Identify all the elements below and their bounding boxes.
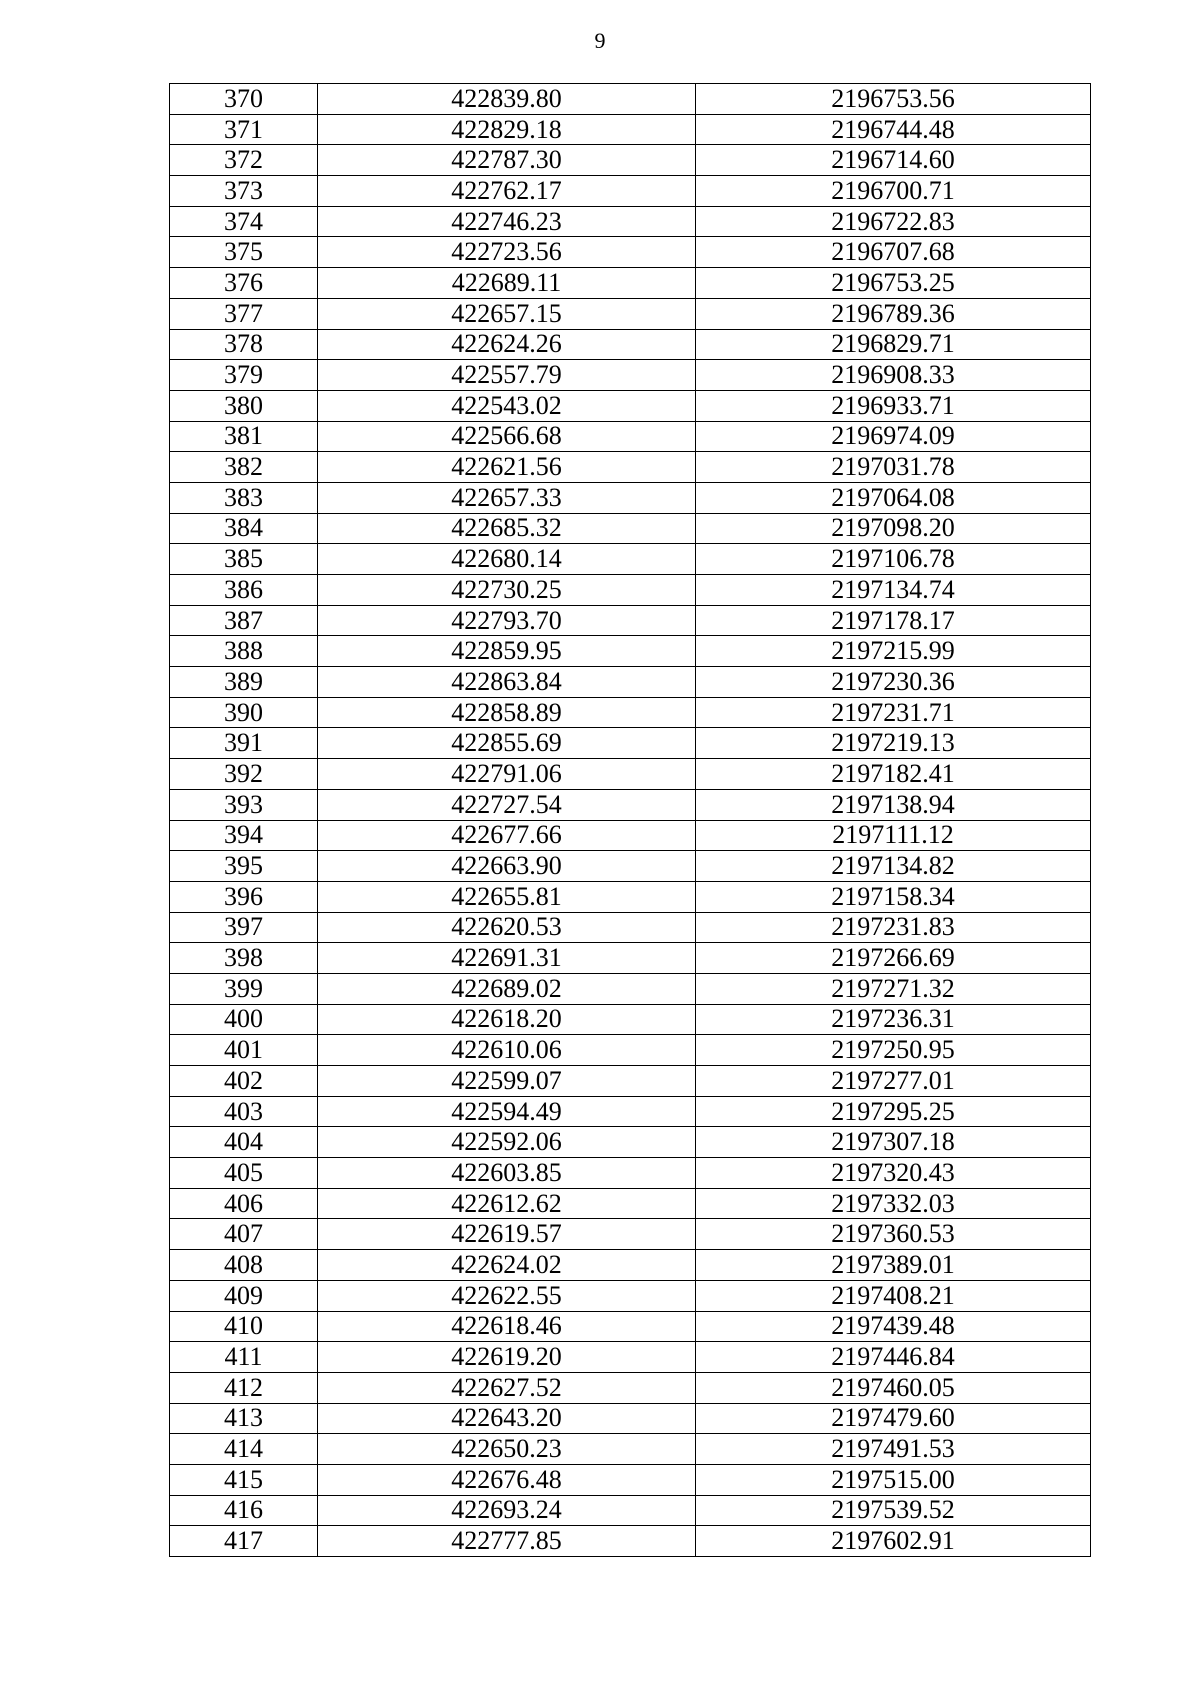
point-number-cell: 401 <box>170 1035 318 1066</box>
point-number-cell: 390 <box>170 697 318 728</box>
x-coordinate-cell: 422863.84 <box>318 667 696 698</box>
point-number-cell: 380 <box>170 390 318 421</box>
point-number-cell: 414 <box>170 1434 318 1465</box>
table-row <box>170 1526 1091 1557</box>
table-row <box>170 1004 1091 1035</box>
table-row <box>170 912 1091 943</box>
x-coordinate-cell: 422685.32 <box>318 513 696 544</box>
point-number-cell: 373 <box>170 176 318 207</box>
table-row <box>170 667 1091 698</box>
x-coordinate-cell: 422619.20 <box>318 1342 696 1373</box>
y-coordinate-cell: 2197138.94 <box>696 789 1091 820</box>
y-coordinate-cell: 2196753.25 <box>696 268 1091 299</box>
x-coordinate-cell: 422730.25 <box>318 575 696 606</box>
table-row <box>170 1219 1091 1250</box>
y-coordinate-cell: 2197231.83 <box>696 912 1091 943</box>
x-coordinate-cell: 422746.23 <box>318 206 696 237</box>
y-coordinate-cell: 2197307.18 <box>696 1127 1091 1158</box>
table-row <box>170 84 1091 115</box>
x-coordinate-cell: 422676.48 <box>318 1464 696 1495</box>
y-coordinate-cell: 2197271.32 <box>696 973 1091 1004</box>
y-coordinate-cell: 2197215.99 <box>696 636 1091 667</box>
y-coordinate-cell: 2197231.71 <box>696 697 1091 728</box>
point-number-cell: 398 <box>170 943 318 974</box>
point-number-cell: 415 <box>170 1464 318 1495</box>
y-coordinate-cell: 2196707.68 <box>696 237 1091 268</box>
y-coordinate-cell: 2197236.31 <box>696 1004 1091 1035</box>
y-coordinate-cell: 2197446.84 <box>696 1342 1091 1373</box>
table-row <box>170 145 1091 176</box>
table-row <box>170 513 1091 544</box>
x-coordinate-cell: 422680.14 <box>318 544 696 575</box>
y-coordinate-cell: 2196974.09 <box>696 421 1091 452</box>
x-coordinate-cell: 422566.68 <box>318 421 696 452</box>
x-coordinate-cell: 422620.53 <box>318 912 696 943</box>
page-number: 9 <box>594 28 606 53</box>
y-coordinate-cell: 2196700.71 <box>696 176 1091 207</box>
y-coordinate-cell: 2197515.00 <box>696 1464 1091 1495</box>
x-coordinate-cell: 422557.79 <box>318 360 696 391</box>
table-row <box>170 1158 1091 1189</box>
y-coordinate-cell: 2197539.52 <box>696 1495 1091 1526</box>
y-coordinate-cell: 2197295.25 <box>696 1096 1091 1127</box>
table-row <box>170 1495 1091 1526</box>
x-coordinate-cell: 422592.06 <box>318 1127 696 1158</box>
table-row <box>170 789 1091 820</box>
point-number-cell: 381 <box>170 421 318 452</box>
point-number-cell: 370 <box>170 84 318 115</box>
table-row <box>170 759 1091 790</box>
point-number-cell: 374 <box>170 206 318 237</box>
y-coordinate-cell: 2197106.78 <box>696 544 1091 575</box>
y-coordinate-cell: 2197602.91 <box>696 1526 1091 1557</box>
point-number-cell: 410 <box>170 1311 318 1342</box>
point-number-cell: 376 <box>170 268 318 299</box>
y-coordinate-cell: 2196714.60 <box>696 145 1091 176</box>
table-row <box>170 881 1091 912</box>
point-number-cell: 409 <box>170 1280 318 1311</box>
point-number-cell: 412 <box>170 1372 318 1403</box>
point-number-cell: 407 <box>170 1219 318 1250</box>
point-number-cell: 413 <box>170 1403 318 1434</box>
table-row <box>170 728 1091 759</box>
point-number-cell: 411 <box>170 1342 318 1373</box>
table-row <box>170 1096 1091 1127</box>
x-coordinate-cell: 422543.02 <box>318 390 696 421</box>
table-row <box>170 1250 1091 1281</box>
y-coordinate-cell: 2196829.71 <box>696 329 1091 360</box>
y-coordinate-cell: 2197064.08 <box>696 482 1091 513</box>
y-coordinate-cell: 2197277.01 <box>696 1066 1091 1097</box>
table-row <box>170 1342 1091 1373</box>
table-row <box>170 851 1091 882</box>
x-coordinate-cell: 422657.15 <box>318 298 696 329</box>
y-coordinate-cell: 2197219.13 <box>696 728 1091 759</box>
table-row <box>170 206 1091 237</box>
table-row <box>170 421 1091 452</box>
table-row <box>170 1403 1091 1434</box>
table-row <box>170 1372 1091 1403</box>
y-coordinate-cell: 2196722.83 <box>696 206 1091 237</box>
point-number-cell: 400 <box>170 1004 318 1035</box>
table-row <box>170 544 1091 575</box>
y-coordinate-cell: 2197134.74 <box>696 575 1091 606</box>
point-number-cell: 397 <box>170 912 318 943</box>
x-coordinate-cell: 422643.20 <box>318 1403 696 1434</box>
y-coordinate-cell: 2197332.03 <box>696 1188 1091 1219</box>
y-coordinate-cell: 2197031.78 <box>696 452 1091 483</box>
x-coordinate-cell: 422599.07 <box>318 1066 696 1097</box>
y-coordinate-cell: 2197360.53 <box>696 1219 1091 1250</box>
x-coordinate-cell: 422663.90 <box>318 851 696 882</box>
table-row <box>170 1434 1091 1465</box>
point-number-cell: 377 <box>170 298 318 329</box>
x-coordinate-cell: 422693.24 <box>318 1495 696 1526</box>
x-coordinate-cell: 422622.55 <box>318 1280 696 1311</box>
table-row <box>170 1311 1091 1342</box>
x-coordinate-cell: 422650.23 <box>318 1434 696 1465</box>
coordinates-table <box>169 83 1091 1557</box>
x-coordinate-cell: 422791.06 <box>318 759 696 790</box>
table-row <box>170 605 1091 636</box>
table-row <box>170 237 1091 268</box>
table-row <box>170 1127 1091 1158</box>
table-row <box>170 636 1091 667</box>
y-coordinate-cell: 2197158.34 <box>696 881 1091 912</box>
table-row <box>170 329 1091 360</box>
point-number-cell: 378 <box>170 329 318 360</box>
point-number-cell: 389 <box>170 667 318 698</box>
y-coordinate-cell: 2197389.01 <box>696 1250 1091 1281</box>
point-number-cell: 395 <box>170 851 318 882</box>
y-coordinate-cell: 2197182.41 <box>696 759 1091 790</box>
y-coordinate-cell: 2196933.71 <box>696 390 1091 421</box>
point-number-cell: 416 <box>170 1495 318 1526</box>
point-number-cell: 382 <box>170 452 318 483</box>
point-number-cell: 379 <box>170 360 318 391</box>
y-coordinate-cell: 2197479.60 <box>696 1403 1091 1434</box>
y-coordinate-cell: 2197098.20 <box>696 513 1091 544</box>
table-row <box>170 973 1091 1004</box>
point-number-cell: 375 <box>170 237 318 268</box>
x-coordinate-cell: 422859.95 <box>318 636 696 667</box>
point-number-cell: 396 <box>170 881 318 912</box>
point-number-cell: 372 <box>170 145 318 176</box>
point-number-cell: 408 <box>170 1250 318 1281</box>
point-number-cell: 402 <box>170 1066 318 1097</box>
x-coordinate-cell: 422657.33 <box>318 482 696 513</box>
table-row <box>170 697 1091 728</box>
x-coordinate-cell: 422787.30 <box>318 145 696 176</box>
table-row <box>170 943 1091 974</box>
y-coordinate-cell: 2197178.17 <box>696 605 1091 636</box>
point-number-cell: 384 <box>170 513 318 544</box>
table-row <box>170 268 1091 299</box>
x-coordinate-cell: 422618.20 <box>318 1004 696 1035</box>
point-number-cell: 383 <box>170 482 318 513</box>
table-row <box>170 114 1091 145</box>
table-row <box>170 1280 1091 1311</box>
y-coordinate-cell: 2197460.05 <box>696 1372 1091 1403</box>
point-number-cell: 392 <box>170 759 318 790</box>
x-coordinate-cell: 422603.85 <box>318 1158 696 1189</box>
y-coordinate-cell: 2197320.43 <box>696 1158 1091 1189</box>
x-coordinate-cell: 422612.62 <box>318 1188 696 1219</box>
y-coordinate-cell: 2196753.56 <box>696 84 1091 115</box>
x-coordinate-cell: 422619.57 <box>318 1219 696 1250</box>
table-row <box>170 482 1091 513</box>
y-coordinate-cell: 2196789.36 <box>696 298 1091 329</box>
point-number-cell: 404 <box>170 1127 318 1158</box>
point-number-cell: 387 <box>170 605 318 636</box>
x-coordinate-cell: 422691.31 <box>318 943 696 974</box>
x-coordinate-cell: 422655.81 <box>318 881 696 912</box>
x-coordinate-cell: 422621.56 <box>318 452 696 483</box>
x-coordinate-cell: 422855.69 <box>318 728 696 759</box>
point-number-cell: 399 <box>170 973 318 1004</box>
x-coordinate-cell: 422689.02 <box>318 973 696 1004</box>
point-number-cell: 417 <box>170 1526 318 1557</box>
table-row <box>170 298 1091 329</box>
table-row <box>170 575 1091 606</box>
table-row <box>170 820 1091 851</box>
x-coordinate-cell: 422627.52 <box>318 1372 696 1403</box>
point-number-cell: 385 <box>170 544 318 575</box>
table-row <box>170 1035 1091 1066</box>
y-coordinate-cell: 2197134.82 <box>696 851 1091 882</box>
y-coordinate-cell: 2196908.33 <box>696 360 1091 391</box>
x-coordinate-cell: 422762.17 <box>318 176 696 207</box>
x-coordinate-cell: 422624.26 <box>318 329 696 360</box>
y-coordinate-cell: 2197491.53 <box>696 1434 1091 1465</box>
table-row <box>170 176 1091 207</box>
point-number-cell: 386 <box>170 575 318 606</box>
x-coordinate-cell: 422677.66 <box>318 820 696 851</box>
point-number-cell: 406 <box>170 1188 318 1219</box>
x-coordinate-cell: 422727.54 <box>318 789 696 820</box>
table-row <box>170 1464 1091 1495</box>
table-row <box>170 452 1091 483</box>
y-coordinate-cell: 2197250.95 <box>696 1035 1091 1066</box>
x-coordinate-cell: 422829.18 <box>318 114 696 145</box>
table-row <box>170 390 1091 421</box>
point-number-cell: 391 <box>170 728 318 759</box>
x-coordinate-cell: 422777.85 <box>318 1526 696 1557</box>
point-number-cell: 371 <box>170 114 318 145</box>
point-number-cell: 388 <box>170 636 318 667</box>
table-row <box>170 1066 1091 1097</box>
x-coordinate-cell: 422858.89 <box>318 697 696 728</box>
table-row <box>170 360 1091 391</box>
point-number-cell: 393 <box>170 789 318 820</box>
x-coordinate-cell: 422610.06 <box>318 1035 696 1066</box>
y-coordinate-cell: 2197266.69 <box>696 943 1091 974</box>
x-coordinate-cell: 422618.46 <box>318 1311 696 1342</box>
y-coordinate-cell: 2196744.48 <box>696 114 1091 145</box>
y-coordinate-cell: 2197230.36 <box>696 667 1091 698</box>
x-coordinate-cell: 422689.11 <box>318 268 696 299</box>
x-coordinate-cell: 422723.56 <box>318 237 696 268</box>
x-coordinate-cell: 422624.02 <box>318 1250 696 1281</box>
x-coordinate-cell: 422839.80 <box>318 84 696 115</box>
y-coordinate-cell: 2197111.12 <box>696 820 1091 851</box>
point-number-cell: 394 <box>170 820 318 851</box>
y-coordinate-cell: 2197408.21 <box>696 1280 1091 1311</box>
y-coordinate-cell: 2197439.48 <box>696 1311 1091 1342</box>
table-row <box>170 1188 1091 1219</box>
x-coordinate-cell: 422594.49 <box>318 1096 696 1127</box>
coordinates-table-body <box>170 84 1091 1557</box>
point-number-cell: 405 <box>170 1158 318 1189</box>
point-number-cell: 403 <box>170 1096 318 1127</box>
x-coordinate-cell: 422793.70 <box>318 605 696 636</box>
